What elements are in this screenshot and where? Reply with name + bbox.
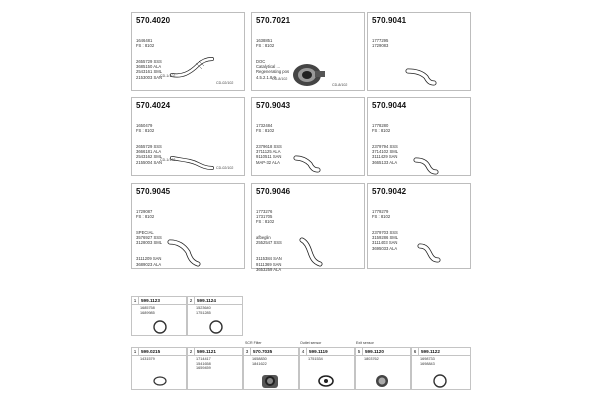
exhaust-pipe-drawing [132, 13, 246, 92]
accessory-header: 1 599.1123 [132, 297, 186, 305]
part-code: 570.9042 [372, 187, 407, 196]
part-refs: 1773276 1731705 FS : 8102 afbeglin 2552547 SSS 3115384 SAN 9111369 SAN 3653259 ALA [256, 208, 282, 272]
part-code: 570.4020 [136, 16, 171, 25]
callout-label: CD-8/102 [332, 83, 348, 87]
part-code: 570.9041 [372, 16, 407, 25]
part-refs: 1729087 FS : 8102 SPECIAL 3576927 SSS 3128003 SML 3111209 SAN 3689023 ALA [136, 208, 163, 267]
part-card-570-7021[interactable] [251, 12, 365, 91]
accessory-header: 2 599.1121 [188, 348, 242, 356]
part-refs: 1732484 FS : 8102 2379618 SSS 3711125 ALA 9110511 SAN MAP-32 ALA [256, 122, 282, 165]
accessory-header: 2 599.1124 [188, 297, 242, 305]
callout-label: CD-8/102 [272, 77, 288, 81]
accessory-refs: 1751534 [308, 357, 323, 361]
part-refs: 1779279 FS : 8102 2379703 SSS 3159286 SML 3111403 SAN 3695033 ALA [372, 208, 399, 251]
accessory-card-599-1123[interactable] [131, 296, 187, 336]
accessory-card-599-1119[interactable] [299, 347, 355, 390]
callout-label: CD-02/102 [216, 166, 234, 170]
part-card-570-4024[interactable] [131, 97, 245, 176]
accessory-header: 4 599.1119 [300, 348, 354, 356]
catalytic-converter-drawing [252, 13, 366, 92]
part-code: 570.4024 [136, 101, 171, 110]
accessory-refs: 1698733 1698843 [420, 357, 435, 366]
gasket-drawing [132, 348, 188, 391]
accessory-card-599-1124[interactable] [187, 296, 243, 336]
accessory-card-599-1122[interactable] [411, 347, 471, 390]
section-caption: Exit sensor [356, 341, 374, 345]
outlet-sensor-drawing [300, 348, 356, 391]
part-card-570-9044[interactable] [367, 97, 471, 176]
exit-sensor-drawing [356, 348, 412, 391]
part-card-570-9042[interactable] [367, 183, 471, 269]
pipe-bend-drawing [368, 184, 472, 270]
accessory-refs: 1658830 1841622 [252, 357, 267, 366]
accessory-refs: 1714417 1541658 1659459 [196, 357, 211, 371]
accessory-header: 1 599.0215 [132, 348, 186, 356]
callout-label: CD-1/102 [160, 74, 176, 78]
clamp-ring-drawing [188, 297, 244, 337]
accessory-refs: 1803762 [364, 357, 379, 361]
pipe-bend-drawing [132, 184, 246, 270]
part-card-570-9046[interactable] [251, 183, 365, 272]
section-caption: Outlet sensor [300, 341, 322, 345]
part-code: 570.9043 [256, 101, 291, 110]
accessory-header: 3 570.7035 [244, 348, 298, 356]
exhaust-pipe-drawing [132, 98, 246, 177]
callout-label: CD-02/102 [216, 81, 234, 85]
accessory-refs: 1431579 [140, 357, 155, 361]
pipe-bend-drawing [252, 98, 366, 177]
callout-label: CD-1/102 [160, 158, 176, 162]
accessory-header: 6 599.1122 [412, 348, 470, 356]
part-card-570-9043[interactable] [251, 97, 365, 176]
accessory-card-570-7035[interactable] [243, 347, 299, 390]
part-code: 570.9044 [372, 101, 407, 110]
accessory-header: 5 599.1120 [356, 348, 410, 356]
clamp-ring-drawing [412, 348, 472, 391]
part-code: 570.7021 [256, 16, 291, 25]
section-caption: SCR Filter [245, 341, 262, 345]
part-code: 570.9045 [136, 187, 171, 196]
pipe-bend-drawing [368, 13, 472, 92]
part-refs: 1650479 FS : 8102 2655729 SSS 3666181 ALA 2543162 SML 2155004 SAN [136, 122, 163, 165]
clamp-ring-drawing [132, 297, 188, 337]
accessory-card-599-0215[interactable] [131, 347, 187, 390]
part-card-570-9045[interactable] [131, 183, 245, 269]
accessory-card-599-1121[interactable] [187, 347, 243, 390]
scr-filter-drawing [244, 348, 300, 391]
accessory-refs: 1685758 1689985 [140, 306, 155, 315]
accessory-refs: 1523640 1751285 [196, 306, 211, 315]
part-refs: 1638851 FS : 8102 DOC Catalytical ... Regenerating pos 4.5.2.1.8.9 [256, 37, 290, 80]
part-refs: 1646481 FS : 8102 2655729 SSS 3685150 ALA 2543161 SML 2153003 SAN [136, 37, 163, 80]
part-card-570-9041[interactable] [367, 12, 471, 91]
part-code: 570.9046 [256, 187, 291, 196]
part-card-570-4020[interactable] [131, 12, 245, 91]
accessory-card-599-1120[interactable] [355, 347, 411, 390]
pipe-bend-drawing [368, 98, 472, 177]
part-refs: 1777295 1729083 [372, 37, 389, 48]
part-refs: 1778280 FS : 8102 2379794 SSS 3714102 SML 3111429 SAN 3665133 ALA [372, 122, 399, 165]
pipe-bend-drawing [252, 184, 366, 270]
